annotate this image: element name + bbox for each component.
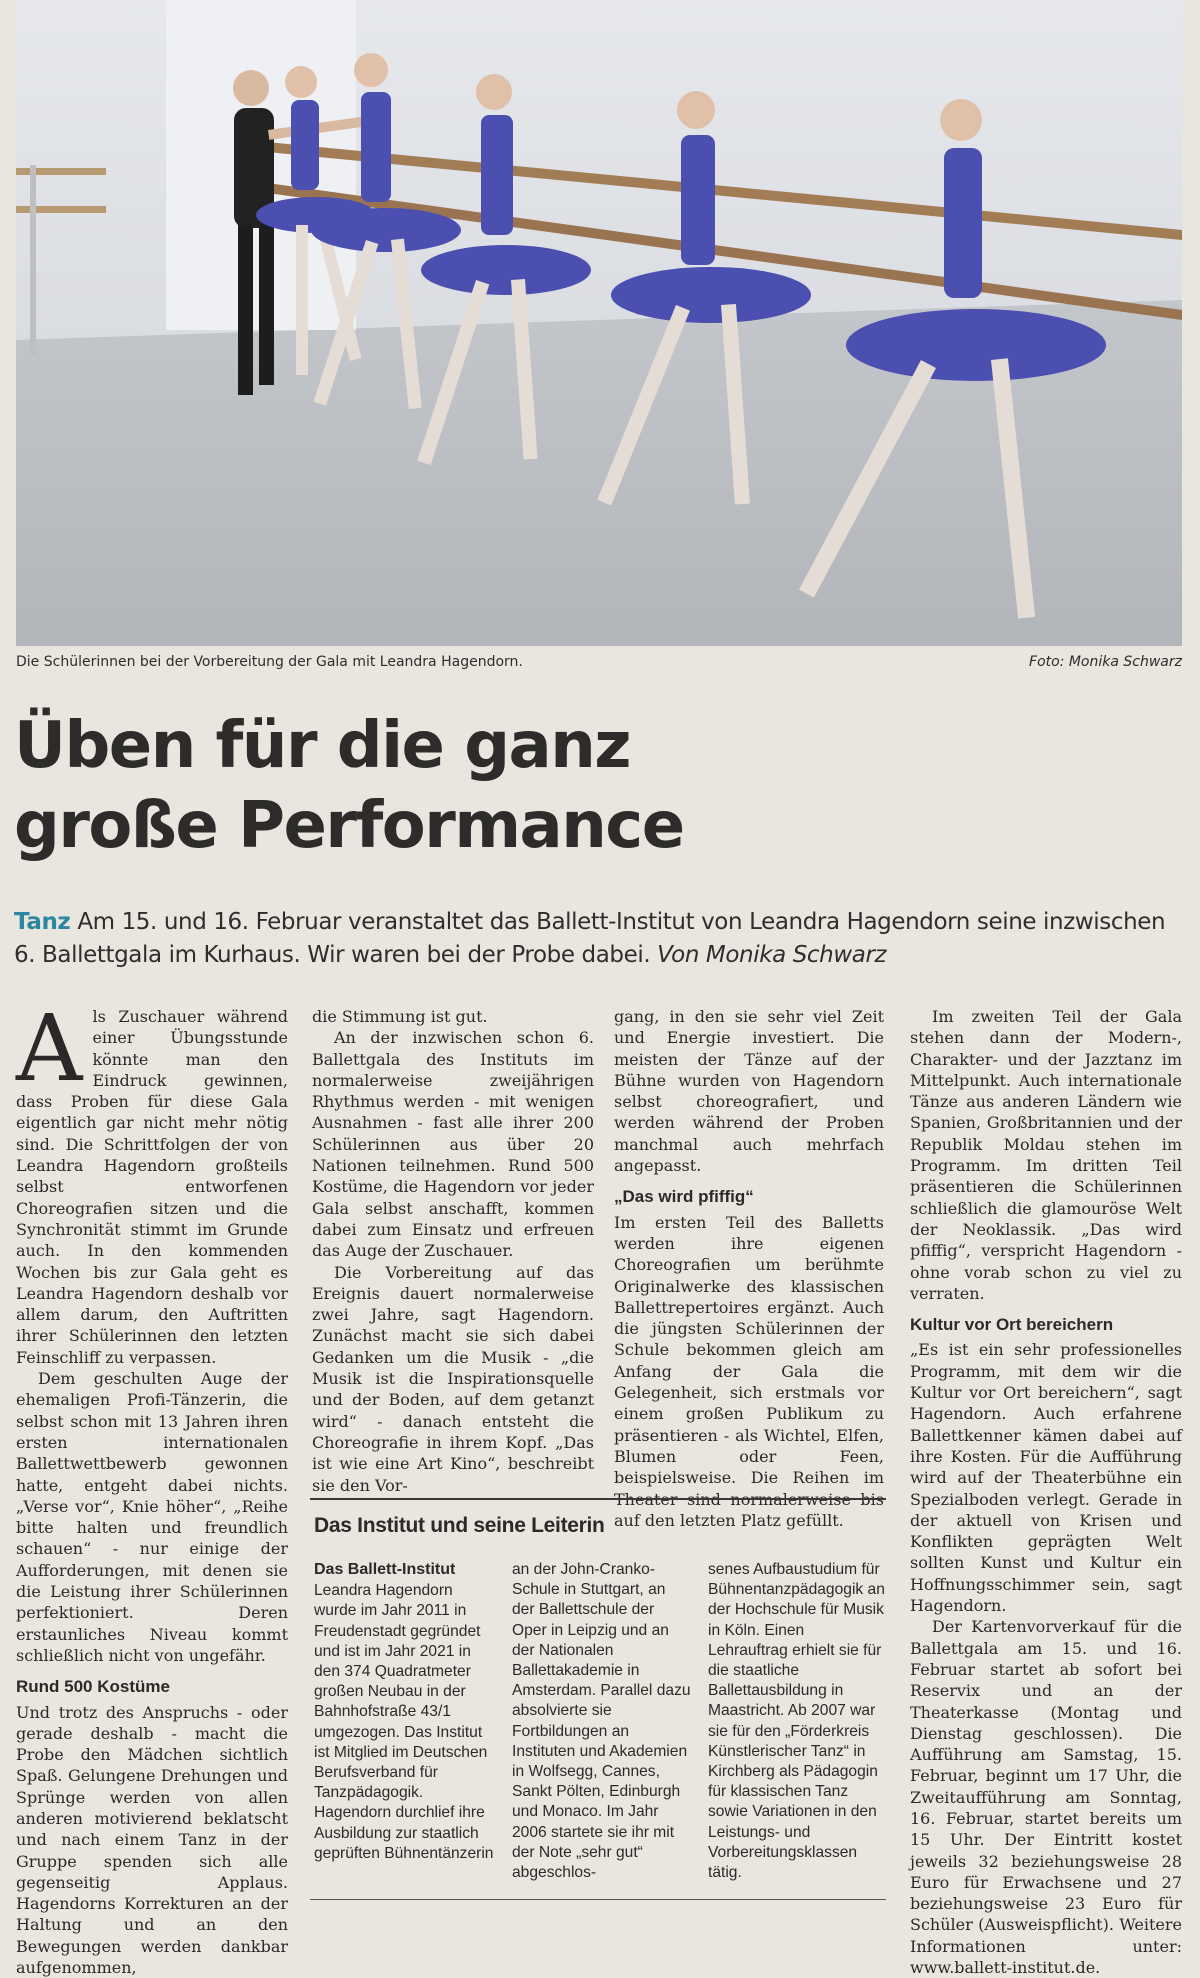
title-line-1: Üben für die ganz [14, 706, 914, 786]
article-column-2 [312, 1006, 594, 1496]
kicker: Tanz [14, 909, 70, 935]
subheading-pfiffig: „Das wird pfiffig“ [614, 1186, 884, 1207]
info-box-column-3 [708, 1560, 888, 1883]
paragraph-1 [16, 1006, 288, 1368]
ballet-dancers-photo-illustration [16, 0, 1182, 646]
paragraph-7: gang, in den sie sehr viel Zeit und Energie investiert. Die meisten der Tänze auf der Bühne wurden von Hagendorn selbst choreografiert, und werden während der Proben manchmal auch mehrfach angepasst. [614, 1006, 884, 1176]
paragraph-4: die Stimmung ist gut. [312, 1006, 594, 1027]
info-box-subheading: Das Ballett-Institut [314, 1560, 494, 1580]
paragraph-11: Der Kartenvorverkauf für die Ballettgala am 15. und 16. Februar startet ab sofort bei Reservix und an der Theaterkasse (Montag und Dienstag geschlossen). Die Aufführung am Samstag, 15. Februar, beginnt um 17 Uhr, die Zweitaufführung am Sonntag, 16. Februar, startet bereits um 15 Uhr. Der Eintritt kostet jeweils 32 beziehungsweise 28 Euro für Erwachsene und 27 beziehungsweise 23 Euro für Schüler (Ausweispflicht). Weitere Informationen unter: www.ballett-institut.de. [910, 1616, 1182, 1978]
info-box-column-2 [512, 1560, 692, 1883]
page-title [14, 706, 914, 866]
article-column-4 [910, 1006, 1182, 1978]
paragraph-10: „Es ist ein sehr professionelles Programm, mit dem wir die Kultur vor Ort bereichern“, sagt Hagendorn. Auch erfahrene Ballettkenner kämen dabei auf ihre Kosten. Für die Aufführung wird auf der Theaterbühne ein Spezialboden verlegt. Gerade in der aktuell von Krisen und Konflikten geprägten Welt sollten Kunst und Kultur ein Hoffnungsschimmer sein, sagt Hagendorn. [910, 1339, 1182, 1616]
info-box-text-1: Leandra Hagendorn wurde im Jahr 2011 in Freudenstadt gegründet und ist im Jahr 2021 in den 374 Quadratmeter großen Neubau in der Bahnhofstraße 43/1 umgezogen. Das Institut ist Mitglied im Deutschen Berufsverband für Tanzpädagogik. Hagendorn durchlief ihre Ausbildung zur staatlich geprüften Bühnentänzerin [314, 1581, 494, 1864]
ballet-dancers-photo [16, 0, 1182, 646]
lead-paragraph [14, 906, 1180, 972]
photo-credit: Foto: Monika Schwarz [1029, 654, 1182, 670]
info-box-text-3: senes Aufbaustudium für Bühnentanzpädagogik an der Hochschule für Musik in Köln. Einen Lehrauftrag erhielt sie für die staatliche Ballettausbildung in Maastricht. Ab 2007 war sie für den „Förderkreis Künstlerischer Tanz“ in Kirchberg als Pädagogin für klassischen Tanz sowie Variationen in den Leistungs- und Vorbereitungsklassen tätig. [708, 1560, 888, 1883]
dropcap: A [16, 1010, 82, 1088]
paragraph-2: Dem geschulten Auge der ehemaligen Profi-Tänzerin, die selbst schon mit 13 Jahren ihren ersten internationalen Ballettwettbewerb gewonnen hatte, entgeht dabei nichts. „Verse vor“, Knie höher“, „Reihe bitte halten und freundlich schauen“ - nur einige der Aufforderungen, mit denen sie die Leistung ihrer Schülerinnen perfektioniert. Deren erstaunliches Niveau kommt schließlich nicht von ungefähr. [16, 1368, 288, 1666]
paragraph-3: Und trotz des Anspruchs - oder gerade deshalb - macht die Probe den Mädchen sichtlich Spaß. Gelungene Drehungen und Sprünge werden von allen anderen motivierend beklatscht und nach einem Tanz in der Gruppe spenden sich alle gegenseitig Applaus. Hagendorns Korrekturen an der Haltung und an den Bewegungen werden dankbar aufgenommen, [16, 1702, 288, 1978]
subheading-kultur: Kultur vor Ort bereichern [910, 1314, 1182, 1335]
paragraph-1-text: ls Zuschauer während einer Übungsstunde könnte man den Eindruck gewinnen, dass Proben für diese Gala eigentlich gar nicht mehr nötig sind. Die Schrittfolgen der von Leandra Hagendorn großteils selbst entworfenen Choreografien sitzen und die Synchronität stimmt im Grunde auch. In den kommenden Wochen bis zur Gala geht es Leandra Hagendorn deshalb vor allem darum, den Auftritten ihrer Schülerinnen den letzten Feinschliff zu verpassen. [16, 1007, 288, 1367]
lead-text: Am 15. und 16. Februar veranstaltet das Ballett-Institut von Leandra Hagendorn seine inzwischen 6. Ballettgala im Kurhaus. Wir waren bei der Probe dabei. [14, 909, 1165, 968]
info-box-title: Das Institut und seine Leiterin [314, 1514, 605, 1538]
info-box [310, 1498, 886, 1900]
photo-caption [16, 654, 1182, 676]
paragraph-6: Die Vorbereitung auf das Ereignis dauert normalerweise zwei Jahre, sagt Hagendorn. Zunächst macht sie sich dabei Gedanken um die Musik - „die Musik ist die Inspirationsquelle und der Boden, auf dem getanzt wird“ - danach entsteht die Choreografie in ihrem Kopf. „Das ist wie eine Art Kino“, beschreibt sie den Vor- [312, 1262, 594, 1496]
paragraph-9: Im zweiten Teil der Gala stehen dann der Modern-, Charakter- und der Jazztanz im Mittelpunkt. Auch internationale Tänze aus anderen Ländern wie Spanien, Großbritannien und der Republik Moldau stehen im Programm. Im dritten Teil präsentieren die Schülerinnen schließlich die glamouröse Welt der Neoklassik. „Das wird pfiffig“, verspricht Hagendorn - ohne vorab schon zu viel zu verraten. [910, 1006, 1182, 1304]
paragraph-8: Im ersten Teil des Balletts werden ihre eigenen Choreografien um berühmte Originalwerke des klassischen Ballettrepertoires ergänzt. Auch die jüngsten Schülerinnen der Schule bekommen gleich am Anfang der Gala die Gelegenheit, sich erstmals vor einem großen Publikum zu präsentieren - als Wichtel, Elfen, Blumen oder Feen, beispielsweise. Die Reihen im Theater sind normalerweise bis auf den letzten Platz gefüllt. [614, 1212, 884, 1531]
subheading-costumes: Rund 500 Kostüme [16, 1676, 288, 1697]
title-line-2: große Performance [14, 786, 914, 866]
article-column-3 [614, 1006, 884, 1531]
caption-text: Die Schülerinnen bei der Vorbereitung der Gala mit Leandra Hagendorn. [16, 654, 523, 670]
paragraph-5: An der inzwischen schon 6. Ballettgala des Instituts im normalerweise zweijährigen Rhythmus werden - mit wenigen Ausnahmen - fast alle ihrer 200 Schülerinnen aus über 20 Nationen teilnehmen. Rund 500 Kostüme, die Hagendorn vor jeder Gala selbst anschafft, kommen dabei zum Einsatz und erfreuen das Auge der Zuschauer. [312, 1027, 594, 1261]
author-byline: Von Monika Schwarz [657, 942, 886, 968]
info-box-text-2: an der John-Cranko-Schule in Stuttgart, an der Ballettschule der Oper in Leipzig und an der Nationalen Ballettakademie in Amsterdam. Parallel dazu absolvierte sie Fortbildungen an Instituten und Akademien in Wolfsegg, Cannes, Sankt Pölten, Edinburgh und Monaco. Im Jahr 2006 startete sie ihr mit der Note „sehr gut“ abgeschlos- [512, 1560, 692, 1883]
article-column-1 [16, 1006, 288, 1978]
info-box-divider [310, 1899, 886, 1900]
info-box-column-1 [314, 1560, 494, 1864]
